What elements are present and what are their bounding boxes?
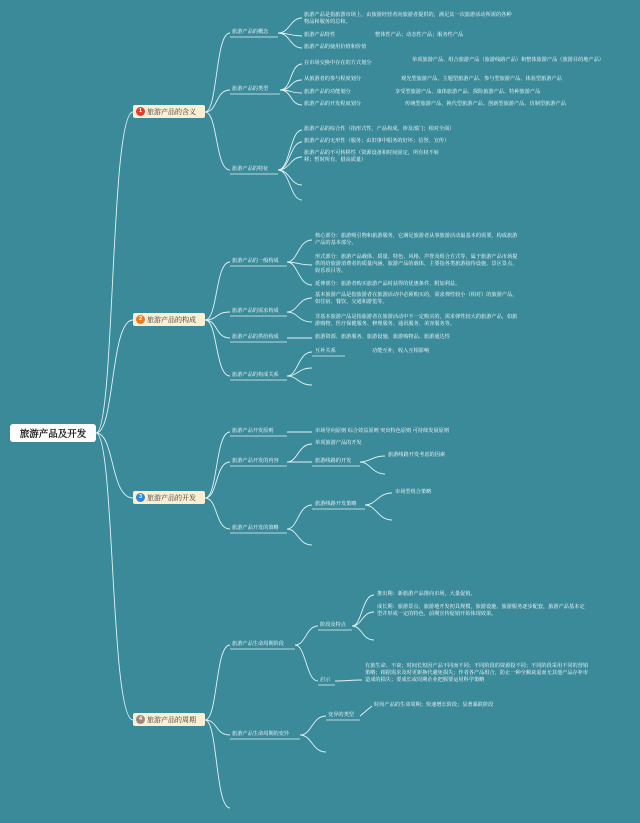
node-demand-composition[interactable]: 旅游产品的需求构成	[232, 308, 279, 314]
branch-label: 旅游产品的开发	[147, 494, 196, 502]
node-strategy[interactable]: 旅游产品开发的策略	[232, 525, 279, 531]
branch-lifecycle[interactable]	[133, 713, 205, 726]
node-basic-composition[interactable]: 旅游产品的一般构成	[232, 258, 279, 264]
node-features[interactable]: 旅游产品特性	[304, 32, 336, 38]
variation-types-value: 时尚产品的生命周期；快速增长阶段；显著暴跌阶段	[374, 702, 494, 708]
node-composition-relation[interactable]: 旅游产品的构成关系	[232, 372, 279, 378]
node-lifecycle-stages[interactable]: 旅游产品生命周期阶段	[232, 641, 284, 647]
number-badge: 4	[136, 715, 145, 724]
demand-basic: 基本旅游产品是指旅游者在旅游活动中必须购买的，需求弹性较小（相对）的旅游产品，如住宿、餐饮、交通和游览等。	[315, 292, 518, 305]
form-part: 形式部分：旅游产品载体、质量、特色、风格、声誉及组合方式等，属于旅游产品市场提供的给旅游消费者的质量内涵，旅游产品的载体，主要指各类旅游接待设施、景区景点、娱乐项目等。	[315, 254, 518, 274]
supply-text: 旅游资源、旅游服务、旅游设施、旅游购物品、旅游通达性	[315, 334, 450, 340]
trait-immobile: 旅游产品的不可转移性（资源设备和时间固定，所有权不转移；暂时所有，借高质量）	[304, 150, 439, 163]
branch-meaning[interactable]	[133, 105, 205, 118]
demand-nonbasic: 非基本旅游产品是指旅游者在旅游活动中不一定购买的，需求弹性较大的旅游产品，如旅游购物、医疗保健服务、修理服务、通讯服务、美容服务等。	[315, 314, 518, 327]
node-principles[interactable]: 旅游产品开发原则	[232, 428, 274, 434]
trait-intangible: 旅游产品的无形性（服务；由旧事中服务的好坏；信誉、宣传）	[304, 138, 450, 144]
stage-launch: 推出期：新旅游产品推向市场，大量促销。	[377, 591, 476, 597]
branch-label: 旅游产品的周期	[147, 716, 196, 724]
node-supply-composition[interactable]: 旅游产品的供给构成	[232, 334, 279, 340]
type-function[interactable]: 旅游产品的功能划分	[304, 89, 351, 95]
stages-characteristics[interactable]: 阶段及特点	[320, 622, 346, 628]
type-participation[interactable]: 从旅游者的参与程度划分	[304, 76, 362, 82]
route-factors: 旅游线路开发考虑的因素	[388, 452, 446, 458]
type-function-value: 享受型旅游产品、康体旅游产品、探险旅游产品、特种旅游产品	[395, 89, 541, 95]
number-badge: 2	[136, 315, 145, 324]
type-market[interactable]: 在市场交换中存在的方式划分	[304, 60, 372, 66]
node-traits[interactable]: 旅游产品的特征	[232, 166, 269, 172]
type-market-value: 单项旅游产品、组合旅游产品（旅游线路产品）和整体旅游产品（旅游目的地产品）	[412, 57, 604, 63]
node-concept[interactable]: 旅游产品的概念	[232, 29, 269, 35]
insights-text: 有旅生命、不衰；时间长短因产品不同而不同；不同阶段的资源投不同；不同阶段采用不同的营销策略；根据需求及时更新换代避免损失；作者各产品组合，防止一种全额衰退而无其他产品存补市造成的损失；要成长或周期企业把握要运用科学策略	[365, 663, 589, 683]
concept-text: 旅游产品是指旅游市场上，由旅游经营者向旅游者提供的，满足其一次旅游活动所需的各种物品和服务的总和。	[304, 12, 512, 25]
root-node[interactable]: 旅游产品及开发	[10, 424, 96, 442]
branch-development[interactable]	[133, 491, 205, 504]
branch-composition[interactable]	[133, 313, 205, 326]
node-lifecycle-variation[interactable]: 旅游产品生命周期的变异	[232, 731, 290, 737]
variation-types[interactable]: 变异的类型	[328, 712, 354, 718]
core-part: 核心部分：旅游吸引物和旅游服务，它满足旅游者从事旅游活动最基本的需要，构成旅游产品的基本部分。	[315, 233, 518, 246]
node-types[interactable]: 旅游产品的类型	[232, 86, 269, 92]
branch-label: 旅游产品的构成	[147, 316, 196, 324]
type-development-value: 传统型旅游产品、换代型旅游产品、创新型旅游产品、仿制型旅游产品	[405, 101, 566, 107]
stage-growth: 成长期：旅游景点、旅游地开发初具规模，旅游设施、旅游服务逐步配套，旅游产品基本定型并形成一定的特色，前期宣传促销开始体现效果。	[377, 604, 585, 617]
principles-text: 市场导向原则 综合效益原则 突出特色原则 可持续发展原则	[315, 428, 450, 434]
branch-label: 旅游产品的含义	[147, 108, 196, 116]
type-participation-value: 观光型旅游产品、主题型旅游产品、参与型旅游产品、体验型旅游产品	[401, 76, 562, 82]
content-route[interactable]: 旅游线路的开发	[315, 458, 352, 464]
features-text: 整体性产品；动态性产品；服务性产品	[375, 32, 464, 38]
number-badge: 3	[136, 493, 145, 502]
trait-comprehensive: 旅游产品的综合性（指形式性，产品构成，涉及部门；相对全面）	[304, 126, 455, 132]
number-badge: 1	[136, 107, 145, 116]
node-value[interactable]: 旅游产品的使用价值和价值	[304, 44, 367, 50]
extension-part: 延伸部分：旅游者购买旅游产品时获得的优惠条件、附加利益。	[315, 281, 461, 287]
relation-complement-value: 功能互补，收入互相影响	[372, 348, 430, 354]
content-single[interactable]: 单项旅游产品的开发	[315, 440, 362, 446]
strategy-market: 市场型组合策略	[395, 489, 432, 495]
type-development[interactable]: 旅游产品的开发程度划分	[304, 101, 362, 107]
node-content[interactable]: 旅游产品开发的内容	[232, 458, 279, 464]
strategy-route[interactable]: 旅游线路开发策略	[315, 501, 357, 507]
relation-complement[interactable]: 互补关系	[315, 348, 336, 354]
stages-insights[interactable]: 启示	[320, 677, 331, 683]
